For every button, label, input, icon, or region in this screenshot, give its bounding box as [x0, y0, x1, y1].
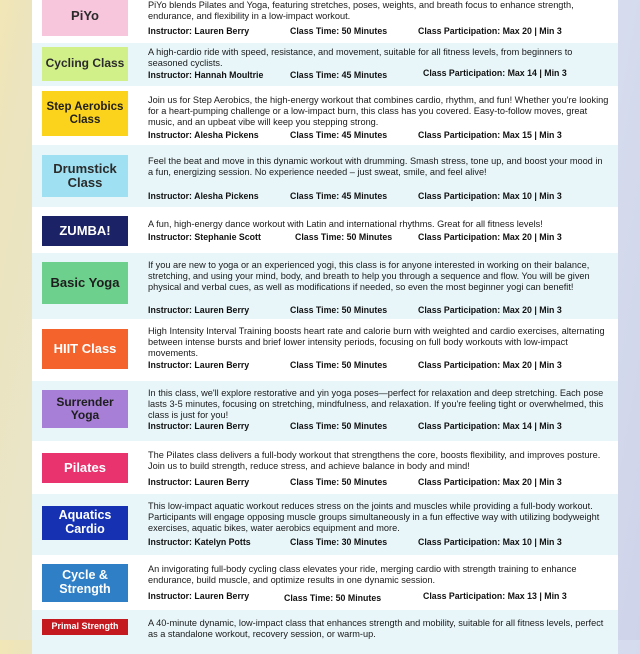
class-meta [148, 232, 610, 243]
class-row-step-aerobics [32, 86, 618, 145]
class-instructor: Instructor: Alesha Pickens [148, 191, 259, 201]
class-description: A fun, high-energy dance workout with Latin and international rhythms. Great for all fitness levels! [148, 219, 543, 229]
class-description: If you are new to yoga or an experienced yogi, this class is for anyone interested in working on their balance, stretching, and using your mind, body, and breath to help you through a sequence and flow. You will be given physical and verbal cues, as well as modifications if needed, so even the most beginner yogi can benefit! [148, 260, 590, 292]
class-row-zumba [32, 207, 618, 253]
class-participation: Class Participation: Max 14 | Min 3 [423, 68, 567, 78]
class-badge-aquatics-cardio: Aquatics Cardio [42, 506, 128, 540]
class-participation: Class Participation: Max 10 | Min 3 [418, 191, 562, 201]
class-instructor: Instructor: Katelyn Potts [148, 537, 251, 547]
class-badge-hiit: HIIT Class [42, 329, 128, 369]
class-instructor: Instructor: Lauren Berry [148, 591, 250, 601]
class-time: Class Time: 50 Minutes [295, 232, 393, 242]
class-meta [148, 130, 610, 141]
class-instructor: Instructor: Lauren Berry [148, 26, 250, 36]
class-time: Class Time: 45 Minutes [290, 130, 388, 140]
class-participation: Class Participation: Max 14 | Min 3 [418, 421, 562, 431]
class-row-basic-yoga [32, 253, 618, 319]
class-row-hiit [32, 319, 618, 381]
class-description: An invigorating full-body cycling class elevates your ride, merging cardio with strength training to enhance endurance, build muscle, and optimize results in one dynamic session. [148, 564, 577, 585]
class-description: A high-cardio ride with speed, resistance, and movement, suitable for all fitness levels, from beginners to seasoned cyclists. [148, 47, 573, 68]
class-badge-cycling: Cycling Class [42, 47, 128, 81]
class-instructor: Instructor: Lauren Berry [148, 477, 250, 487]
class-badge-drumstick: Drumstick Class [42, 155, 128, 197]
class-meta [148, 421, 610, 432]
class-participation: Class Participation: Max 13 | Min 3 [423, 591, 567, 601]
class-participation: Class Participation: Max 15 | Min 3 [418, 130, 562, 140]
class-time: Class Time: 50 Minutes [290, 421, 388, 431]
class-participation: Class Participation: Max 20 | Min 3 [418, 26, 562, 36]
class-time: Class Time: 30 Minutes [290, 537, 388, 547]
class-badge-step-aerobics: Step Aerobics Class [42, 91, 128, 136]
class-instructor: Instructor: Hannah Moultrie [148, 70, 264, 80]
class-meta [148, 70, 610, 81]
class-meta [148, 191, 610, 202]
class-time: Class Time: 50 Minutes [290, 305, 388, 315]
class-meta [148, 305, 610, 316]
class-row-aquatics-cardio [32, 494, 618, 555]
class-badge-cycle-strength: Cycle & Strength [42, 564, 128, 602]
class-time: Class Time: 50 Minutes [290, 26, 388, 36]
class-time: Class Time: 50 Minutes [290, 477, 388, 487]
class-badge-zumba: ZUMBA! [42, 216, 128, 246]
class-badge-pilates: Pilates [42, 453, 128, 483]
class-row-piyo [32, 0, 618, 43]
class-row-surrender-yoga [32, 381, 618, 441]
class-badge-piyo: PiYo [42, 0, 128, 36]
class-description: High Intensity Interval Training boosts heart rate and calorie burn with weighted and cardio exercises, alternating between intense bursts and brief lower intensity periods, focusing on full body workouts with low-impact movements. [148, 326, 605, 358]
class-meta [148, 537, 610, 548]
class-instructor: Instructor: Lauren Berry [148, 305, 250, 315]
class-badge-primal-strength: Primal Strength [42, 619, 128, 635]
class-instructor: Instructor: Alesha Pickens [148, 130, 259, 140]
class-time: Class Time: 45 Minutes [290, 70, 388, 80]
class-time: Class Time: 50 Minutes [290, 360, 388, 370]
class-row-cycle-strength [32, 555, 618, 610]
class-time: Class Time: 45 Minutes [290, 191, 388, 201]
class-row-primal-strength [32, 610, 618, 654]
class-instructor: Instructor: Stephanie Scott [148, 232, 261, 242]
class-description: The Pilates class delivers a full-body workout that strengthens the core, boosts flexibility, and improves posture. Join us to build strength, reduce stress, and achieve balance in body and mind! [148, 450, 601, 471]
class-meta [148, 360, 610, 371]
class-time: Class Time: 50 Minutes [284, 593, 382, 603]
class-instructor: Instructor: Lauren Berry [148, 421, 250, 431]
class-description: A 40-minute dynamic, low-impact class that enhances strength and mobility, suitable for all fitness levels, perfect as a standalone workout, recovery session, or warm-up. [148, 618, 604, 639]
class-description: This low-impact aquatic workout reduces stress on the joints and muscles while providing a full-body workout. Participants will engage opposing muscle groups simultaneously in a fun effective way with utilizing bodyweight exercises, aquatic bikes, water aerobics equipment and more. [148, 501, 600, 533]
class-instructor: Instructor: Lauren Berry [148, 360, 250, 370]
class-participation: Class Participation: Max 20 | Min 3 [418, 305, 562, 315]
class-participation: Class Participation: Max 20 | Min 3 [418, 360, 562, 370]
class-participation: Class Participation: Max 20 | Min 3 [418, 477, 562, 487]
class-row-cycling [32, 43, 618, 86]
class-row-drumstick [32, 145, 618, 207]
class-meta [148, 477, 610, 488]
class-description: In this class, we'll explore restorative and yin yoga poses—perfect for relaxation and deep stretching. Each pose lasts 3-5 minutes, focusing on stretching, mindfulness, and relaxation. If you're feeling tight or overwhelmed, this class is just for you! [148, 388, 604, 420]
class-participation: Class Participation: Max 10 | Min 3 [418, 537, 562, 547]
class-description: PiYo blends Pilates and Yoga, featuring stretches, poses, weights, and breath focus to enhance strength, endurance, and flexibility in a low-impact workout. [148, 0, 574, 21]
class-description: Join us for Step Aerobics, the high-energy workout that combines cardio, rhythm, and fun! Whether you're looking for a heart-pumping challenge or a low-impact burn, this class has you covered. Easy-to-follow moves, great music, and an upbeat vibe will keep you stepping strong. [148, 95, 609, 127]
class-description: Feel the beat and move in this dynamic workout with drumming. Smash stress, tone up, and boost your mood in a fun, energizing session. No experience needed – just sweat, smile, and feel alive! [148, 156, 603, 177]
class-badge-surrender-yoga: Surrender Yoga [42, 390, 128, 428]
class-badge-basic-yoga: Basic Yoga [42, 262, 128, 304]
class-meta [148, 591, 610, 602]
class-participation: Class Participation: Max 20 | Min 3 [418, 232, 562, 242]
class-row-pilates [32, 441, 618, 494]
class-meta [148, 26, 610, 37]
class-schedule-sheet [32, 0, 618, 654]
